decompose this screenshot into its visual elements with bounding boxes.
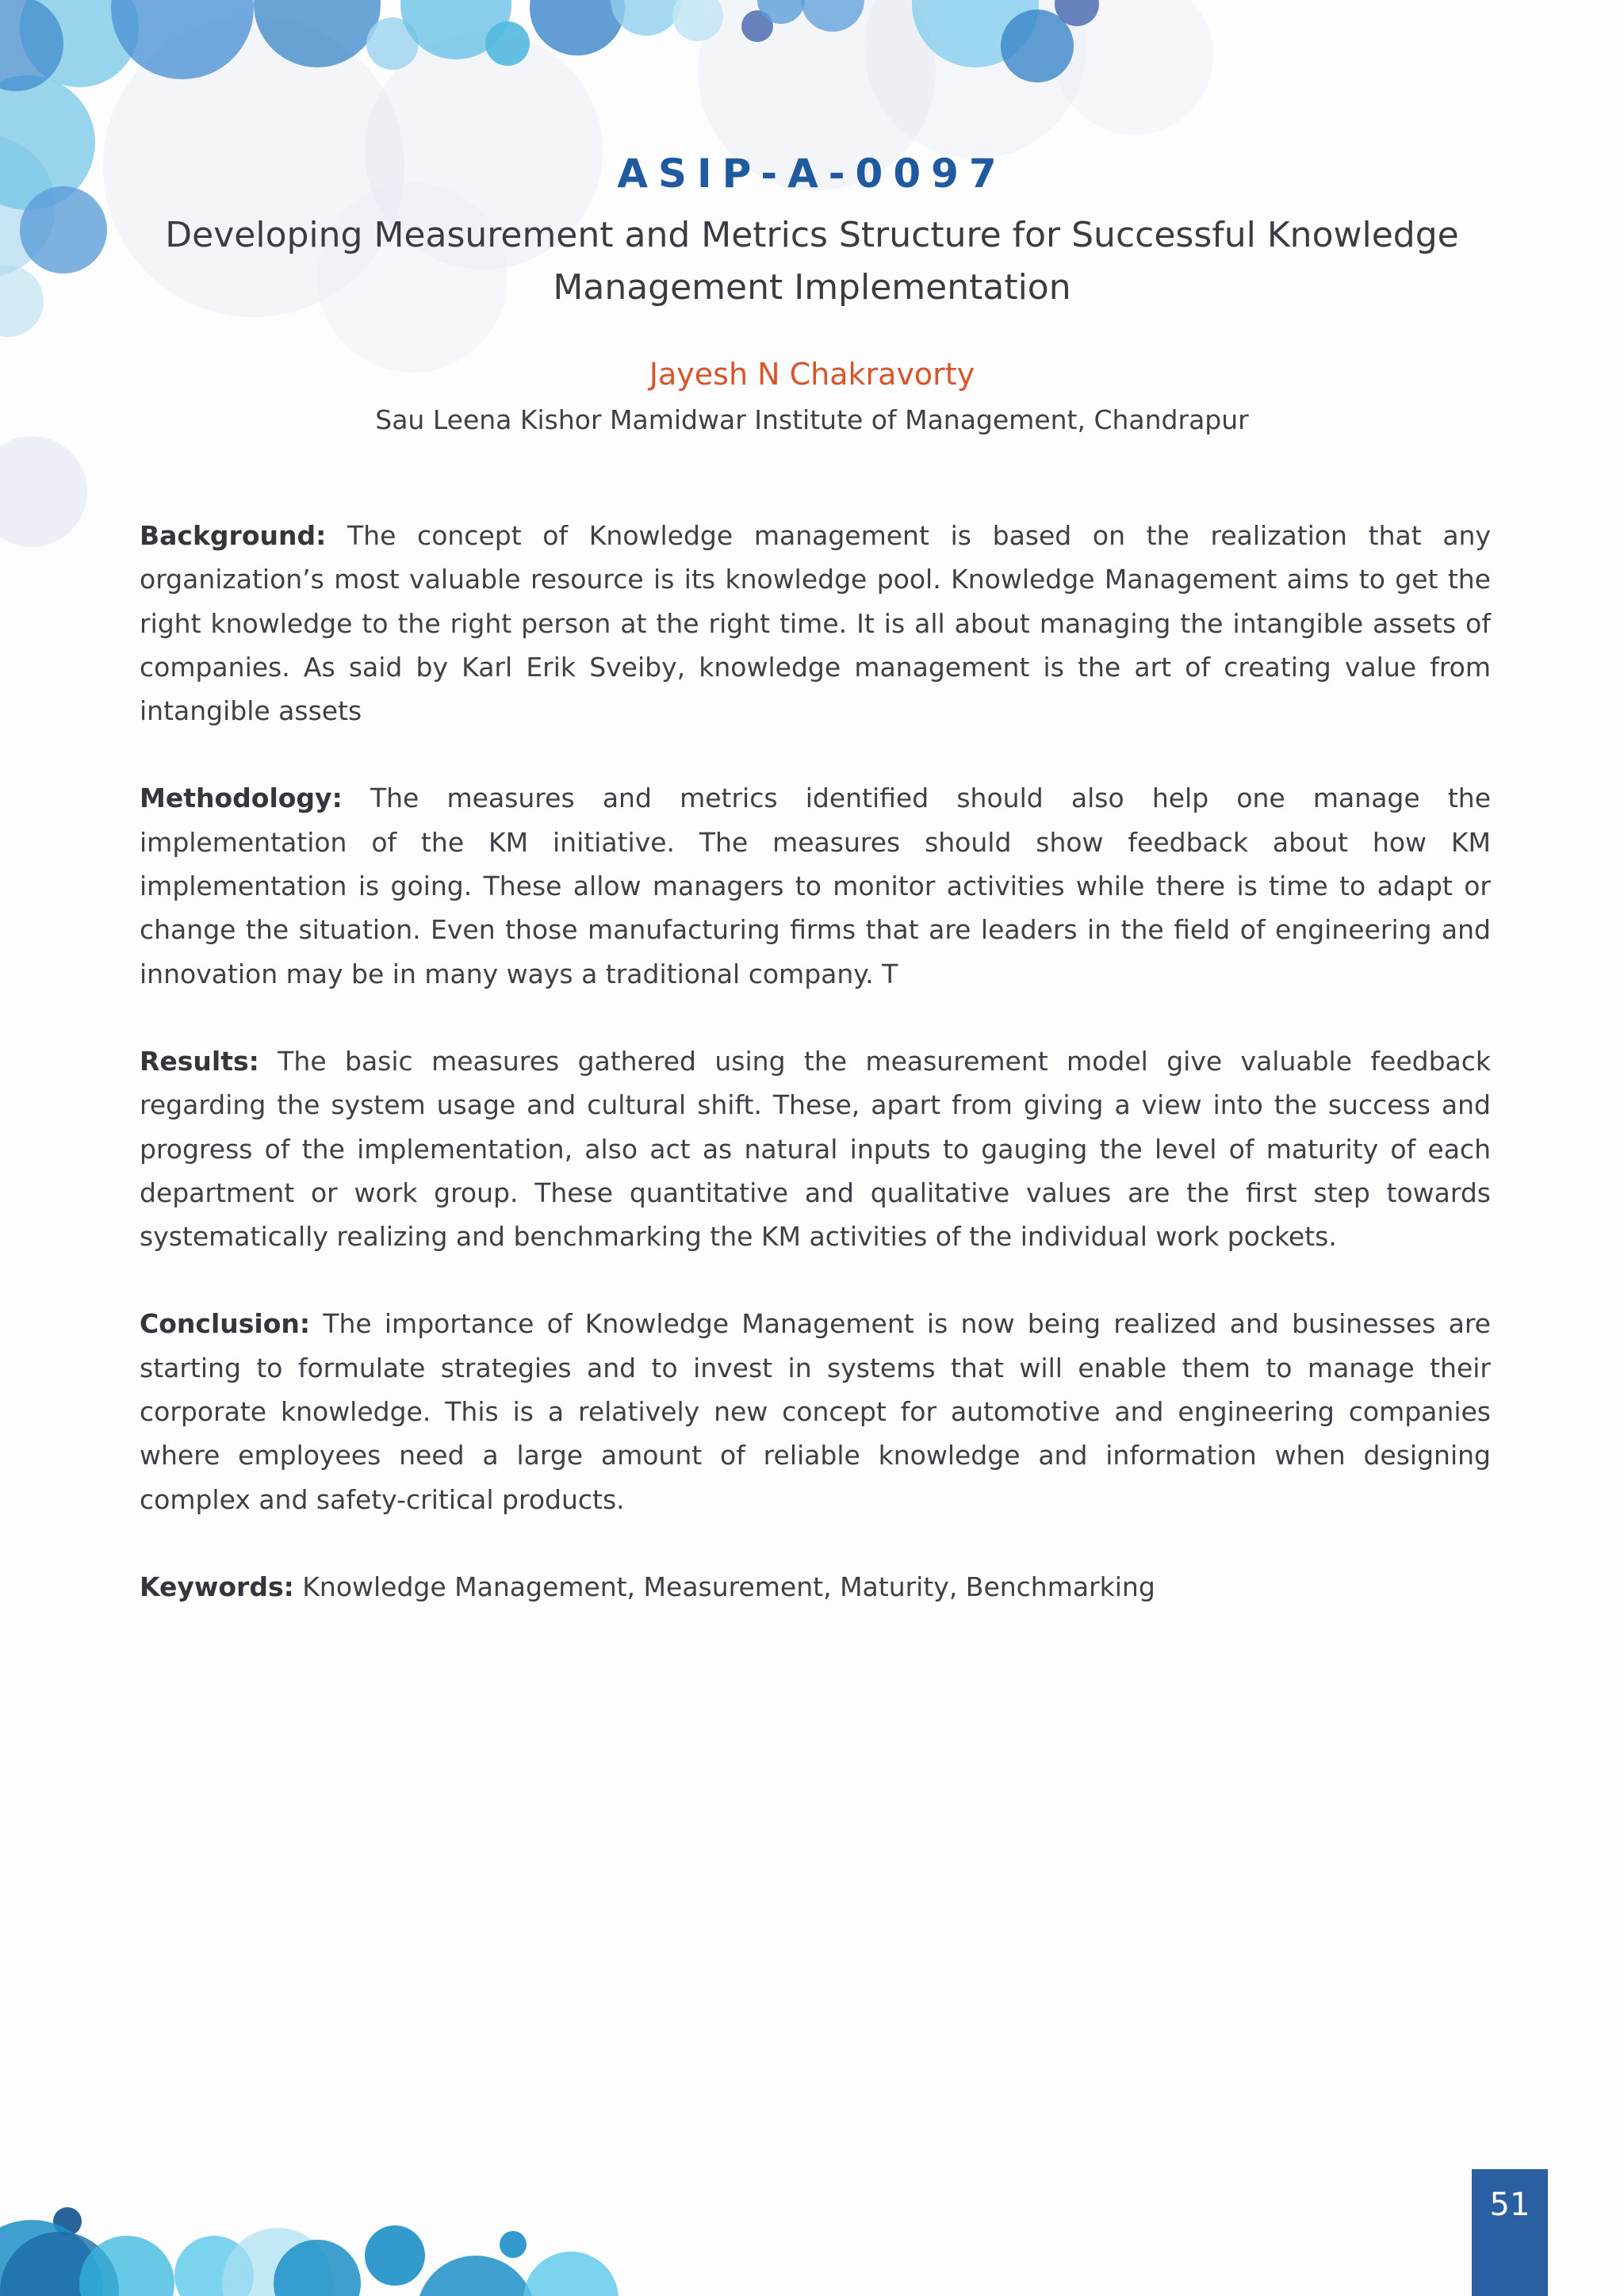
abstract-code: ASIP-A-0097 [617,151,1007,197]
section-text: The importance of Knowledge Management is now being realized and businesses are starting to formulate strategies and to invest in systems that will enable them to manage their corporate knowledge. This is a relatively new concept for automotive and engineering companies where employees need a large amount of reliable knowledge and information when designing complex and safety-critical products. [140,1308,1491,1515]
page-number: 51 [1489,2187,1530,2223]
section-label: Background: [140,520,327,551]
section-label: Methodology: [140,783,343,814]
section-text: The concept of Knowledge management is based on the realization that any organization’s most valuable resource is its knowledge pool. Knowledge Management aims to get the right knowledge to the right person at the right time. It is all about managing the intangible assets of companies. As said by Karl Erik Sveiby, knowledge management is the art of creating value from intangible assets [140,520,1491,727]
section-keywords [140,1565,1491,1609]
paper-title: Developing Measurement and Metrics Structure for Successful Knowledge Management Implementation [165,215,1459,308]
section-results [140,1039,1491,1258]
page-number-box [1472,2169,1548,2296]
section-label: Results: [140,1045,259,1077]
section-text: Knowledge Management, Measurement, Maturity, Benchmarking [302,1571,1155,1602]
abstract-body [140,514,1491,1652]
section-methodology [140,776,1491,995]
section-text: The basic measures gathered using the measurement model give valuable feedback regarding the system usage and cultural shift. These, apart from giving a view into the success and progress of the implementation, also act as natural inputs to gauging the level of maturity of each department or work group. These quantitative and qualitative values are the first step towards systematically realizing and benchmarking the KM activities of the individual work pockets. [140,1045,1491,1253]
section-label: Conclusion: [140,1308,311,1340]
section-conclusion [140,1302,1491,1521]
author-name: Jayesh N Chakravorty [649,357,975,392]
section-text: The measures and metrics identified should also help one manage the implementation of the KM initiative. The measures should show feedback about how KM implementation is going. These allow managers to monitor activities while there is time to adapt or change the situation. Even those manufacturing firms that are leaders in the field of engineering and innovation may be in many ways a traditional company. T [140,783,1491,989]
author-affiliation: Sau Leena Kishor Mamidwar Institute of Management, Chandrapur [375,404,1249,435]
section-background [140,514,1491,733]
section-label: Keywords: [140,1571,294,1602]
